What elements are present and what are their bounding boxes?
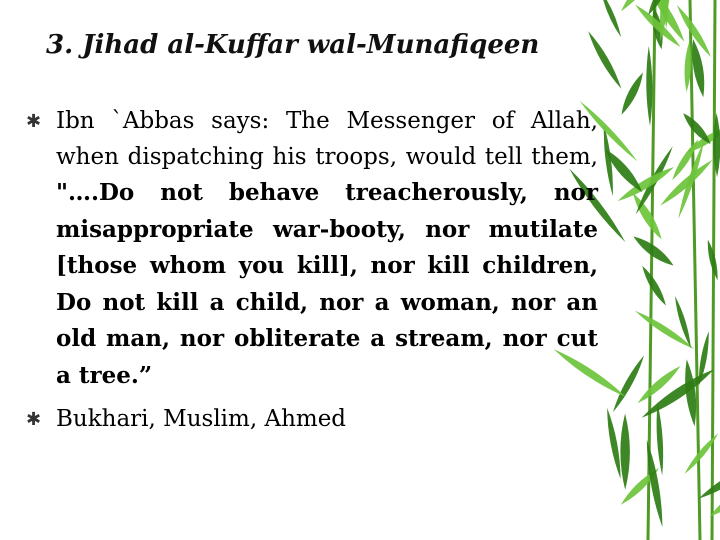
- hadith-intro: Ibn `Abbas says: The Messenger of Allah, when dispatching his troops, would tell them,: [56, 108, 598, 170]
- bamboo-leaf: [618, 71, 647, 117]
- bamboo-leaf: [620, 413, 630, 489]
- bullet-item-sources: [24, 402, 598, 438]
- asterisk-icon: ✱: [26, 111, 42, 132]
- bamboo-leaf: [646, 46, 653, 126]
- bullet-list: [24, 104, 598, 438]
- asterisk-icon: ✱: [26, 409, 42, 430]
- bullet-item-hadith: [24, 104, 598, 394]
- slide-title: 3. Jihad al-Kuffar wal-Munafiqeen: [46, 30, 540, 60]
- bamboo-leaf: [655, 403, 665, 476]
- bamboo-leaf: [629, 191, 665, 242]
- sources-text: Bukhari, Muslim, Ahmed: [56, 406, 347, 432]
- bamboo-leaf: [610, 354, 647, 414]
- bamboo-leaf: [631, 232, 677, 269]
- hadith-quote: "….Do not behave treacherously, nor misappropriate war-booty, nor mutilate [those whom you kill], nor kill children, Do not kill a child, nor a woman, nor an old man, nor obliterate a stream, nor cut a tree.”: [56, 179, 598, 389]
- bamboo-leaf: [682, 432, 720, 476]
- bamboo-leaf: [639, 264, 669, 308]
